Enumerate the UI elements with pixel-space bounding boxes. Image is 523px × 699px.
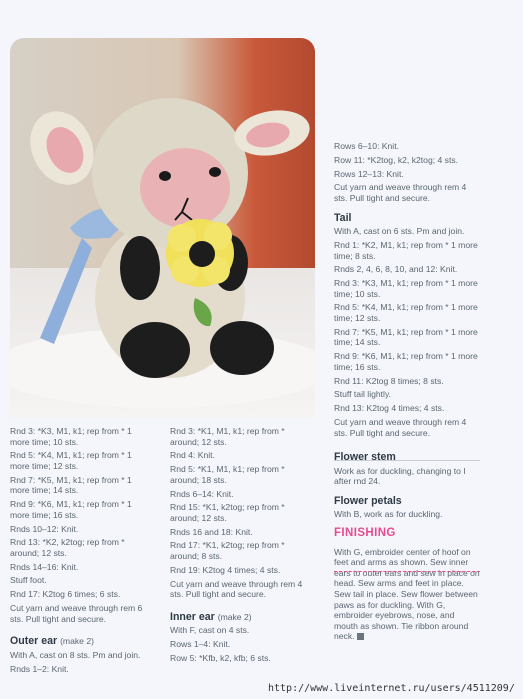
instruction-line: Cut yarn and weave through rem 6 sts. Pull tight and secure. [10, 603, 143, 624]
instruction-line: Rnd 3: *K3, M1, k1; rep from * 1 more time; 10 sts. [334, 278, 478, 299]
instruction-line: Rnd 13: K2tog 4 times; 4 sts. [334, 403, 445, 414]
finishing-heading: FINISHING [334, 527, 396, 540]
instruction-line: With A, cast on 6 sts. Pm and join. [334, 226, 465, 237]
outer-ear-heading: Outer ear (make 2) [10, 635, 94, 648]
flower-stem-heading: Flower stem [334, 451, 396, 464]
instruction-line: Rnd 9: *K6, M1, k1; rep from * 1 more time; 16 sts. [334, 351, 478, 372]
instruction-line: Rnds 10–12: Knit. [10, 523, 79, 534]
instruction-line: Rnd 15: *K1, k2tog; rep from * around; 12 sts. [170, 502, 285, 523]
product-photo [10, 38, 315, 418]
instruction-line: Cut yarn and weave through rem 4 sts. Pull tight and secure. [170, 578, 303, 600]
instruction-line: Cut yarn and weave through rem 4 sts. Pull tight and secure. [334, 182, 467, 203]
instruction-line: Rnds 14–16: Knit. [10, 561, 79, 572]
instruction-line: Cut yarn and weave through rem 4 sts. Pull tight and secure. [334, 416, 467, 438]
knitted-lamb-illustration [10, 38, 315, 418]
instruction-line: Rnd 5: *K4, M1, k1; rep from * 1 more time; 12 sts. [10, 450, 132, 471]
instruction-line: Rnd 1: *K2, M1, k1; rep from * 1 more time; 8 sts. [334, 239, 478, 261]
instruction-line: Rnd 5: *K4, M1, k1; rep from * 1 more time; 12 sts. [334, 302, 478, 324]
instruction-line: Rnd 19: K2tog 4 times; 4 sts. [170, 564, 281, 575]
column-3 [334, 141, 480, 645]
instruction-line: Rows 12–13: Knit. [334, 168, 404, 179]
instruction-line: Rnd 9: *K6, M1, k1; rep from * 1 more time; 16 sts. [10, 499, 132, 520]
instruction-line: Stuff foot. [10, 575, 47, 586]
column-2 [170, 426, 312, 667]
instruction-line: Rnd 3: *K1, M1, k1; rep from * around; 12 sts. [170, 426, 285, 447]
section-divider [334, 460, 480, 461]
instruction-line: Rnd 17: *K1, k2tog; rep from * around; 8 sts. [170, 540, 285, 562]
instruction-line: Row 5: *Kfb, k2, kfb; 6 sts. [170, 652, 271, 663]
instruction-line: Work as for duckling, changing to I after rnd 24. [334, 465, 466, 487]
instruction-line: Rnd 11: K2tog 8 times; 8 sts. [334, 375, 444, 386]
instruction-line: Rnd 13: *K2, k2tog; rep from * around; 12 sts. [10, 537, 125, 558]
instruction-line: Rnds 6–14: Knit. [170, 488, 234, 499]
tail-heading: Tail [334, 211, 352, 224]
source-url: http://www.liveinternet.ru/users/4511209/ [268, 683, 515, 694]
instruction-line: Rows 6–10: Knit. [334, 141, 399, 151]
inner-ear-heading: Inner ear (make 2) [170, 610, 252, 623]
instruction-line: Rnds 16 and 18: Knit. [170, 526, 253, 537]
instruction-line: Rnd 4: Knit. [170, 450, 215, 461]
instruction-line: Rnds 2, 4, 6, 8, 10, and 12: Knit. [334, 264, 458, 275]
instruction-line: Rnd 5: *K1, M1, k1; rep from * around; 18 sts. [170, 464, 285, 485]
instruction-line: Rnd 17: K2tog 6 times; 6 sts. [10, 589, 121, 600]
instruction-line: Rnd 3: *K3, M1, k1; rep from * 1 more time; 10 sts. [10, 426, 132, 447]
instruction-line: Rows 1–4: Knit. [170, 639, 231, 650]
flower-petals-heading: Flower petals [334, 494, 402, 507]
column-1 [10, 426, 150, 677]
instruction-line: Rnd 7: *K5, M1, k1; rep from * 1 more time; 14 sts. [10, 474, 132, 496]
finishing-divider [334, 571, 480, 572]
instruction-line: Stuff tail lightly. [334, 389, 392, 400]
end-mark-icon [357, 633, 364, 640]
instruction-line: Row 11: *K2tog, k2, k2tog; 4 sts. [334, 154, 459, 165]
instruction-line: With B, work as for duckling. [334, 509, 443, 520]
finishing-text: With G, embroider center of hoof on feet and arms as shown. Sew inner ears to outer ears and sew in place on head. Sew arms and feet in place. Sew tail in place. Sew flower between paws as for duckling. With G, embroider eyebrows, nose, and mouth as shown. Tie ribbon around neck. [334, 546, 480, 642]
instruction-line: With F, cast on 4 sts. [170, 625, 250, 636]
instruction-line: With A, cast on 8 sts. Pm and join. [10, 649, 141, 660]
instruction-line: Rnds 1–2: Knit. [10, 663, 69, 674]
instruction-line: Rnd 7: *K5, M1, k1; rep from * 1 more time; 14 sts. [334, 326, 478, 348]
